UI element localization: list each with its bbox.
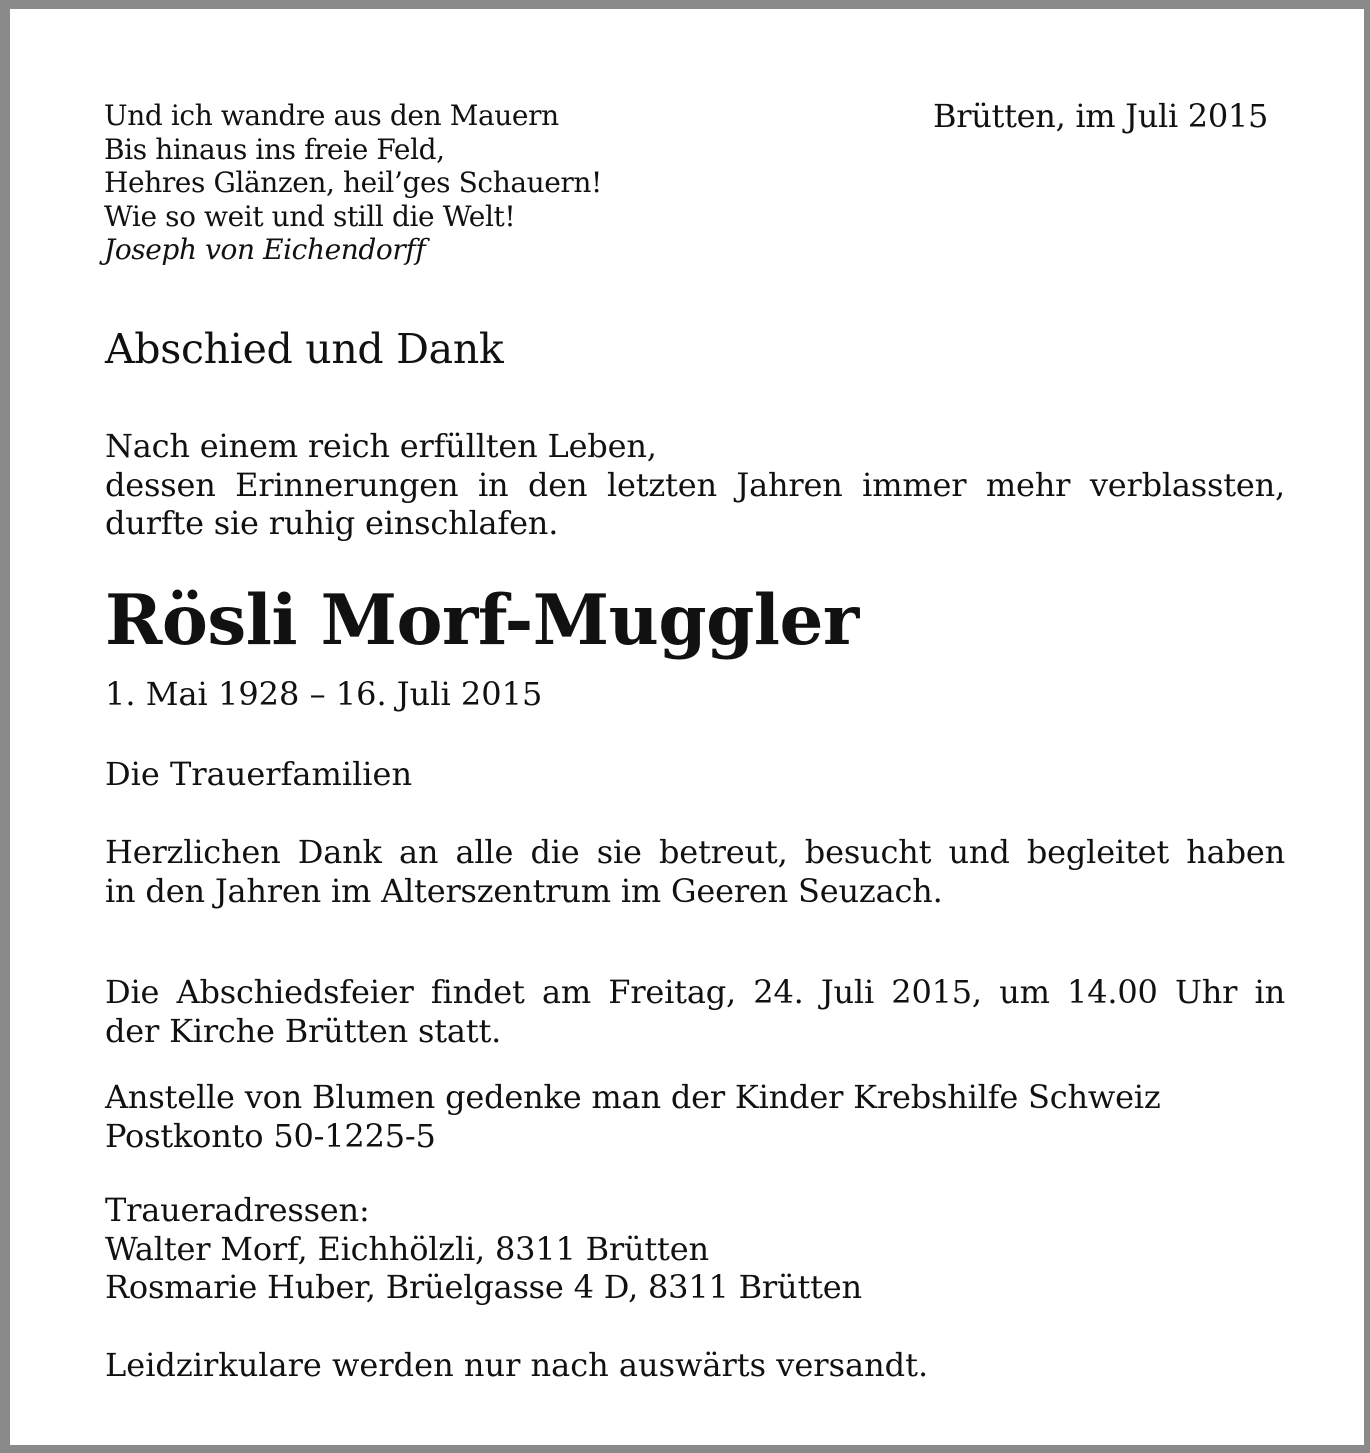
donation-text (105, 1078, 1285, 1155)
intro-line: durfte sie ruhig einschlafen. (105, 504, 559, 542)
mourning-addresses (105, 1191, 1285, 1307)
addresses-label: Traueradressen: (105, 1191, 370, 1229)
poem-line: Bis hinaus ins freie Feld, (104, 132, 445, 166)
intro-text (105, 427, 1285, 543)
address-line: Walter Morf, Eichhölzli, 8311 Brütten (105, 1229, 709, 1268)
mourners-text: Die Trauerfamilien (105, 755, 413, 793)
donation-line: Anstelle von Blumen gedenke man der Kinder Krebshilfe Schweiz (105, 1078, 1161, 1116)
poem-quote (104, 99, 602, 267)
intro-line: Nach einem reich erfüllten Leben, (105, 427, 657, 465)
intro-line: dessen Erinnerungen in den letzten Jahren immer mehr verblassten, (105, 465, 1285, 504)
ceremony-text (105, 973, 1285, 1050)
thanks-line: Herzlichen Dank an alle die sie betreut, besucht und begleitet haben (105, 833, 1285, 871)
poem-line: Und ich wandre aus den Mauern (104, 99, 559, 132)
poem-author: Joseph von Eichendorff (104, 233, 426, 266)
place-date: Brütten, im Juli 2015 (933, 97, 1268, 135)
notice-heading: Abschied und Dank (105, 325, 504, 373)
thanks-text (105, 833, 1285, 910)
life-dates: 1. Mai 1928 – 16. Juli 2015 (105, 675, 543, 713)
ceremony-line: Die Abschiedsfeier findet am Freitag, 24. Juli 2015, um 14.00 Uhr in (105, 973, 1285, 1011)
footer-note: Leidzirkulare werden nur nach auswärts versandt. (105, 1346, 929, 1384)
ceremony-line: der Kirche Brütten statt. (105, 1011, 502, 1050)
poem-line: Wie so weit und still die Welt! (104, 199, 516, 233)
deceased-name: Rösli Morf-Muggler (105, 580, 859, 661)
poem-line: Hehres Glänzen, heil’ges Schauern! (104, 166, 602, 199)
address-line: Rosmarie Huber, Brüelgasse 4 D, 8311 Brütten (105, 1268, 862, 1306)
thanks-line: in den Jahren im Alterszentrum im Geeren Seuzach. (105, 871, 943, 910)
donation-line: Postkonto 50-1225-5 (105, 1116, 436, 1155)
